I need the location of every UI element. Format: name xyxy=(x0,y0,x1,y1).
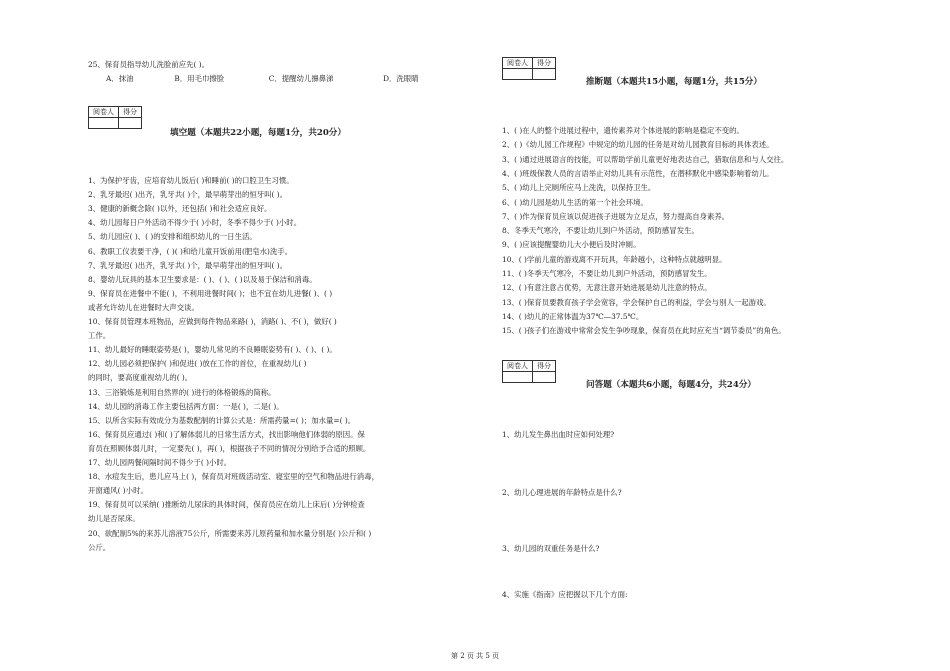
option-b: B．用毛巾擦脸 xyxy=(174,74,225,83)
option-c: C．提醒幼儿擤鼻涕 xyxy=(268,74,334,83)
judge-question-line: 7、( )作为保育员应该以促进孩子进展为立足点，努力提高自身素养。 xyxy=(502,211,730,221)
fill-question-line: 11、幼儿最好的睡眠姿势是( )，婴幼儿常见的不良睡眠姿势有( )、( )、( )。 xyxy=(88,345,337,355)
fill-question-line: 15、以所含实际有效成分为基数配制的计算公式是：所需药量=( )；加水量=( )。 xyxy=(88,415,356,425)
grader-label: 阅卷人 xyxy=(503,58,533,69)
grader-cell xyxy=(503,69,533,80)
fill-question-line: 2、乳牙最迟( )出齐，乳牙共( )个，最早萌芽出的恒牙叫( )。 xyxy=(88,190,288,200)
fill-question-line: 7、乳牙最迟( )出齐，乳牙共( )个，最早萌芽出的恒牙叫( )。 xyxy=(88,260,288,270)
judge-question-line: 11、( )冬季天气寒冷，不要让幼儿到户外活动，预防感冒发生。 xyxy=(502,269,712,278)
grader-label: 阅卷人 xyxy=(89,107,119,118)
judge-question-line: 15、( )孩子们在游戏中常常会发生争吵现象，保育员在此时应充当“调节委员”的角色。 xyxy=(502,326,786,336)
score-label: 得分 xyxy=(533,361,556,372)
judge-question-line: 5、( )幼儿上完厕所应马上洗洗，以保持卫生。 xyxy=(502,183,656,193)
fill-question-line: 或者允许幼儿在进餐时大声交谈。 xyxy=(88,302,199,312)
judge-question-line: 13、( )保育员要教育孩子学会宽容，学会保护自己的利益，学会与别人一起游戏。 xyxy=(502,297,771,307)
judge-question-line: 8、冬季天气寒冷，不要让幼儿到户外活动，预防感冒发生。 xyxy=(502,226,699,236)
qa-question-1: 1、幼儿发生鼻出血时应如何处理? xyxy=(502,430,615,439)
fill-question-line: 4、幼儿园每日户外活动不得少于( )小时，冬季不得少于( )小时。 xyxy=(88,218,302,228)
page-footer: 第 2 页 共 5 页 xyxy=(450,652,500,660)
judge-question-line: 6、( )幼儿园是幼儿生活的第一个社会环境。 xyxy=(502,197,648,207)
score-label: 得分 xyxy=(533,58,556,69)
fill-question-line: 10、保育员管理本班物品，应做到每件物品来路( )，消路( )、不( )，做好( ) xyxy=(88,317,337,326)
fill-question-line: 12、幼儿园必须把保护( )和促进( )放在工作的首位，在重视幼儿( ) xyxy=(88,359,307,369)
judge-question-line: 4、( )班级保教人员的言语举止对幼儿具有示范性，在潜移默化中感染影响着幼儿。 xyxy=(502,168,774,178)
question-25-options xyxy=(106,74,419,84)
fill-question-line: 公斤。 xyxy=(88,542,111,552)
fill-section-title: 填空题（本题共22小题，每题1分，共20分） xyxy=(170,128,346,138)
judge-section-title: 推断题（本题共15小题，每题1分，共15分） xyxy=(586,77,762,87)
question-25: 25、保育员指导幼儿洗脸前应先( )。 xyxy=(88,60,209,69)
judge-question-line: 10、( )学前儿童的游戏离不开玩具，年龄越小，这种特点就越明显。 xyxy=(502,254,727,264)
score-box-qa xyxy=(502,360,556,383)
fill-question-line: 6、教职工仪表要干净，( )( )和给儿童开饭前用(肥皂水)洗手。 xyxy=(88,246,293,256)
qa-section-title: 问答题（本题共6小题，每题4分，共24分） xyxy=(586,380,757,390)
grader-cell xyxy=(503,372,533,383)
fill-question-line: 13、三浴锻炼是利用自然界的( )进行的体格锻炼的简称。 xyxy=(88,387,276,397)
judge-question-line: 1、( )在人的整个进展过程中，遗传素养对个体进展的影响是稳定不变的。 xyxy=(502,126,744,135)
judge-question-line: 14、( )幼儿的正常体温为37℃—37.5℃。 xyxy=(502,311,644,321)
fill-question-line: 16、保育员应通过( )和( )了解体弱儿的日常生活方式，找出影响他们体弱的原因。保 xyxy=(88,429,365,439)
fill-question-line: 14、幼儿园的消毒工作主要包括两方面：一是( )，二是( )。 xyxy=(88,401,284,411)
fill-question-line: 工作。 xyxy=(88,331,111,341)
judge-question-line: 3、( )通过进展语言的技能，可以帮助学前儿童更好地表达自己，猎取信息和与人交往。 xyxy=(502,154,789,164)
fill-question-line: 开窗通风( )小时。 xyxy=(88,486,148,496)
qa-question-4: 4、实施《指南》应把握以下几个方面: xyxy=(502,590,628,599)
option-a: A．抹油 xyxy=(106,74,134,83)
fill-question-line: 幼儿是否尿床。 xyxy=(88,514,140,524)
fill-question-line: 20、欲配制5%的来苏儿溶液75公斤，所需要来苏儿原药量和加水量分别是( )公斤和( ) xyxy=(88,528,372,538)
score-box-judge xyxy=(502,57,556,80)
score-label: 得分 xyxy=(119,107,142,118)
fill-question-line: 育员在照顾体弱儿时，一定要先( )，再( )，根据孩子不同的情况分别给予合适的照顾。 xyxy=(88,443,371,453)
score-cell xyxy=(533,372,556,383)
fill-question-line: 5、幼儿园应( )、( )的安排和组织幼儿的一日生活。 xyxy=(88,232,257,242)
judge-question-line: 12、( )有意注意占优势，无意注意开始进展是幼儿注意的特点。 xyxy=(502,283,712,293)
fill-question-line: 8、婴幼儿玩具的基本卫生要求是：( )、( )、( )以及易于保洁和消毒。 xyxy=(88,274,317,284)
judge-question-line: 9、( )应该提醒婴幼儿大小便后及时冲厕。 xyxy=(502,240,641,250)
score-cell xyxy=(119,118,142,129)
fill-question-line: 1、为保护牙齿，应培育幼儿饭后( )和睡前( )的口腔卫生习惯。 xyxy=(88,176,294,185)
qa-question-3: 3、幼儿园的双重任务是什么? xyxy=(502,544,600,553)
qa-question-2: 2、幼儿心理进展的年龄特点是什么? xyxy=(502,488,622,497)
fill-question-line: 18、水痘发生后，患儿应马上( )，保育员对班级活动室、寝室里的空气和物品进行消毒， xyxy=(88,472,379,482)
grader-cell xyxy=(89,118,119,129)
fill-question-line: 19、保育员可以采纳( )推断幼儿尿床的具体时间，保育员应在幼儿上床后( )分钟检查 xyxy=(88,500,365,510)
score-box-fill xyxy=(88,106,142,129)
fill-question-line: 9、保育员在进餐中不能( )，不利用进餐时间( )；也不宜在幼儿进餐( )、( ) xyxy=(88,288,333,298)
fill-question-line: 的同时，要高度重视幼儿的( )。 xyxy=(88,373,193,383)
score-cell xyxy=(533,69,556,80)
fill-question-line: 17、幼儿园两餐间隔时间不得少于( )小时。 xyxy=(88,458,232,467)
grader-label: 阅卷人 xyxy=(503,361,533,372)
fill-question-line: 3、健康的新概念除( )以外，还包括( )和社会适应良好。 xyxy=(88,204,272,214)
option-d: D．洗眼睛 xyxy=(383,74,419,83)
judge-question-line: 2、( )《幼儿园工作规程》中规定的幼儿园的任务是对幼儿园教育目标的具体表述。 xyxy=(502,140,774,150)
